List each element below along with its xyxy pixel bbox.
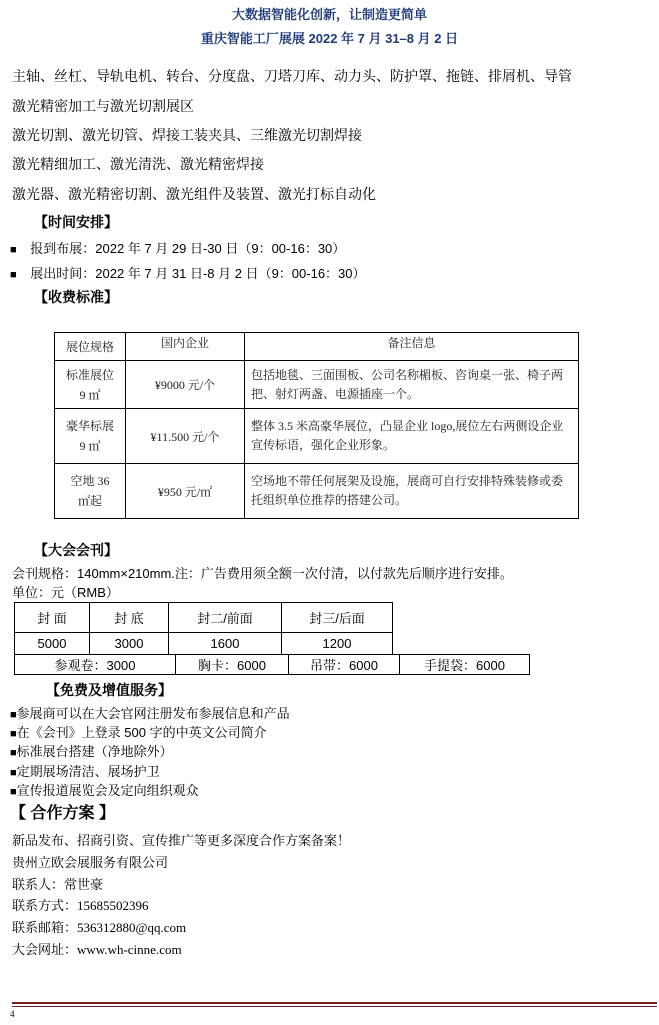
square-bullet-icon: ■ [10, 269, 17, 281]
category-line: 激光器、激光精密切割、激光组件及装置、激光打标自动化 [12, 186, 376, 202]
header-title: 大数据智能化创新，让制造更简单 [231, 7, 427, 22]
note-cell: 包括地毯、三面围板、公司名称楣板、咨询桌一张、椅子两把、射灯两盏、电源插座一个。 [245, 361, 579, 409]
table-header-row [55, 333, 579, 361]
ad-extra-table [14, 654, 530, 675]
service-item: ■参展商可以在大会官网注册发布参展信息和产品 [10, 706, 290, 721]
service-item: ■宣传报道展览会及定向组织观众 [10, 783, 199, 798]
category-line: 激光精密加工与激光切割展区 [12, 98, 194, 114]
table-row [15, 655, 530, 675]
footer-rule [12, 1006, 657, 1007]
category-line: 激光切割、激光切管、焊接工装夹具、三维激光切割焊接 [12, 127, 362, 143]
schedule-heading: 【时间安排】 [34, 214, 118, 230]
cooperation-line: 联系人：常世豪 [12, 877, 104, 892]
square-bullet-icon: ■ [10, 767, 17, 779]
ad-value: 1600 [169, 633, 282, 655]
footer-rule [12, 1002, 657, 1004]
category-line: 主轴、丝杠、导轨电机、转台、分度盘、刀塔刀库、动力头、防护罩、拖链、排屑机、导管 [12, 68, 572, 84]
note-cell: 空场地不带任何展架及设施，展商可自行安排特殊装修或委托组织单位推荐的搭建公司。 [245, 464, 579, 519]
journal-unit: 单位：元（RMB） [12, 585, 119, 600]
square-bullet-icon: ■ [10, 747, 17, 759]
ad-label: 封 底 [90, 603, 169, 633]
category-line: 激光精细加工、激光清洗、激光精密焊接 [12, 156, 264, 172]
ad-table [14, 602, 393, 655]
service-item: ■在《会刊》上登录 500 字的中英文公司简介 [10, 725, 267, 740]
cooperation-line: 贵州立欧会展服务有限公司 [12, 855, 169, 870]
cooperation-line: 新品发布、招商引资、宣传推广等更多深度合作方案备案！ [12, 833, 351, 848]
note-cell: 整体 3.5 米高豪华展位，凸显企业 logo,展位左右两侧设企业宣传标语，强化企业形象。 [245, 409, 579, 464]
ad-value: 3000 [90, 633, 169, 655]
square-bullet-icon: ■ [10, 728, 17, 740]
ad-extra: 吊带：6000 [289, 655, 400, 675]
ad-label: 封二/前面 [169, 603, 282, 633]
table-row [15, 603, 393, 633]
page-number: 4 [10, 1009, 15, 1019]
fee-table [54, 332, 579, 519]
fees-heading: 【收费标准】 [34, 289, 118, 305]
spec-cell: 空地 36 ㎡起 [55, 464, 126, 519]
cooperation-line: 联系邮箱：536312880@qq.com [12, 920, 187, 935]
ad-value: 5000 [15, 633, 90, 655]
column-header: 国内企业 [126, 333, 245, 361]
service-item: ■标准展台搭建（净地除外） [10, 744, 173, 759]
ad-extra: 胸卡：6000 [176, 655, 289, 675]
column-header: 展位规格 [55, 333, 126, 361]
services-heading: 【免费及增值服务】 [46, 682, 172, 698]
journal-spec: 会刊规格：140mm×210mm.注：广告费用须全额一次付清，以付款先后顺序进行安排。 [12, 566, 513, 581]
price-cell: ¥9000 元/个 [126, 361, 245, 409]
table-row [55, 409, 579, 464]
ad-extra: 参观卷：3000 [15, 655, 176, 675]
ad-extra: 手提袋：6000 [400, 655, 530, 675]
price-cell: ¥11.500 元/个 [126, 409, 245, 464]
schedule-item: ■ 展出时间：2022 年 7 月 31 日-8 月 2 日（9：00-16：30） [10, 266, 366, 281]
ad-label: 封 面 [15, 603, 90, 633]
spec-cell: 标准展位 9 ㎡ [55, 361, 126, 409]
service-item: ■定期展场清洁、展场护卫 [10, 764, 160, 779]
table-row [55, 361, 579, 409]
square-bullet-icon: ■ [10, 709, 17, 721]
spec-cell: 豪华标展 9 ㎡ [55, 409, 126, 464]
header-subtitle: 重庆智能工厂展展 2022 年 7 月 31–8 月 2 日 [200, 31, 459, 46]
cooperation-heading: 【 合作方案 】 [10, 805, 115, 822]
schedule-item: ■ 报到布展：2022 年 7 月 29 日-30 日（9：00-16：30） [10, 241, 346, 256]
column-header: 备注信息 [245, 333, 579, 361]
ad-label: 封三/后面 [282, 603, 393, 633]
square-bullet-icon: ■ [10, 786, 17, 798]
journal-heading: 【大会会刊】 [34, 542, 118, 558]
table-row [15, 633, 393, 655]
cooperation-line: 联系方式：15685502396 [12, 898, 149, 913]
cooperation-line: 大会网址：www.wh-cinne.com [12, 942, 182, 957]
price-cell: ¥950 元/㎡ [126, 464, 245, 519]
ad-value: 1200 [282, 633, 393, 655]
square-bullet-icon: ■ [10, 244, 17, 256]
table-row [55, 464, 579, 519]
